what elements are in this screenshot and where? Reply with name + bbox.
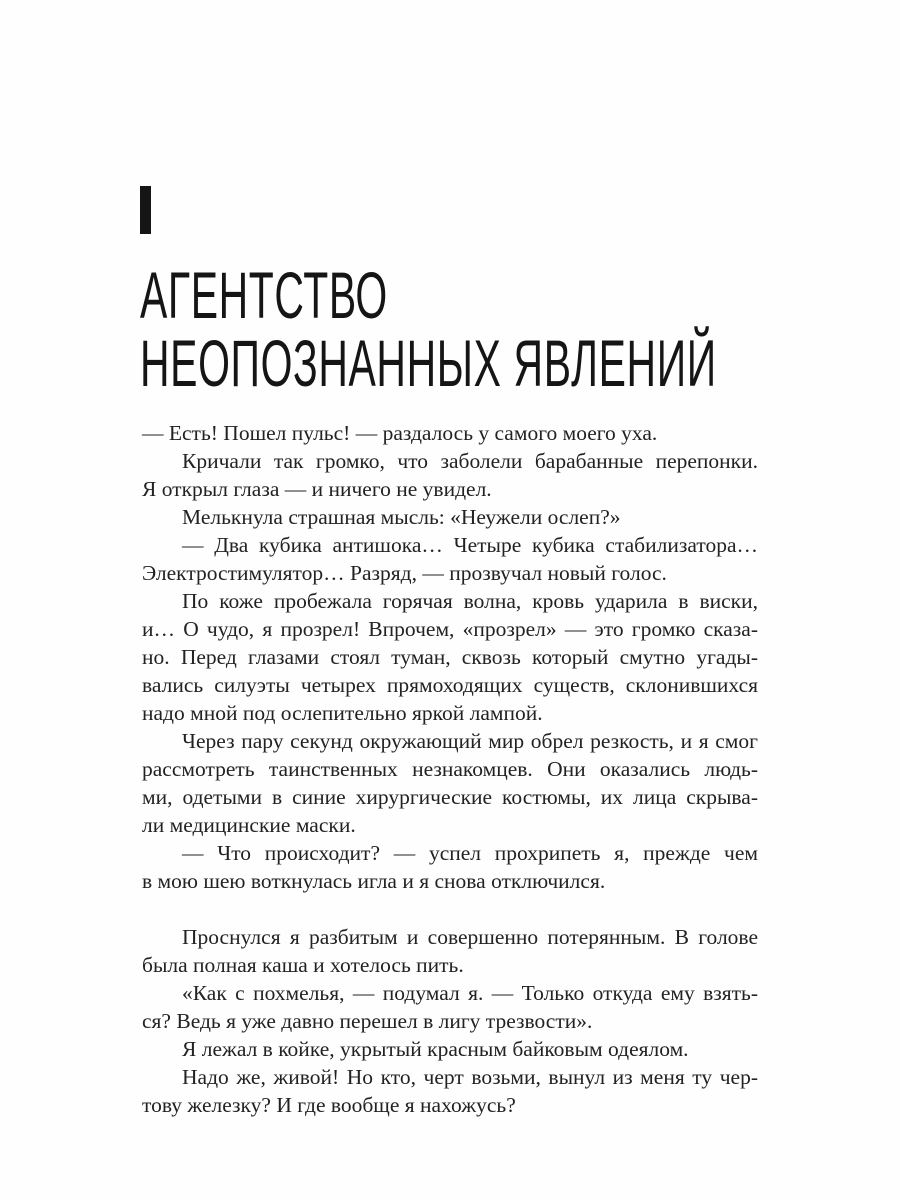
text-line: Электростимулятор… Разряд, — прозвучал новый голос. [142,561,667,585]
text-line: Я лежал в койке, укрытый красным байковым одеялом. [182,1037,689,1061]
text-line: ся? Ведь я уже давно перешел в лигу трезвости». [142,1009,593,1033]
text-line: тову железку? И где вообще я нахожусь? [142,1093,516,1117]
chapter-title-line-2: НЕОПОЗНАННЫХ ЯВЛЕНИЙ [140,326,717,400]
text-line: Через пару секунд окружающий мир обрел резкость, и я смог [182,729,758,753]
text-line: Надо же, живой! Но кто, черт возьми, вынул из меня ту чер- [182,1065,758,1089]
text-line: По коже пробежала горячая волна, кровь ударила в виски, [182,589,758,613]
text-line: Я открыл глаза — и ничего не увидел. [142,477,492,501]
text-line: в мою шею воткнулась игла и я снова отключился. [142,869,606,893]
text-line: Мелькнула страшная мысль: «Неужели ослеп?» [182,505,621,529]
text-line: вались силуэты четырех прямоходящих существ, склонившихся [142,673,758,697]
text-line: «Как с похмелья, — подумал я. — Только откуда ему взять- [182,981,758,1005]
text-line: — Что происходит? — успел прохрипеть я, прежде чем [182,841,758,865]
text-line: ли медицинские маски. [142,813,356,837]
text-line: надо мной под ослепительно яркой лампой. [142,701,543,725]
text-line: ми, одетыми в синие хирургические костюмы, их лица скрыва- [142,785,758,809]
text-line: — Есть! Пошел пульс! — раздалось у самого моего уха. [142,421,658,445]
text-line: была полная каша и хотелось пить. [142,953,464,977]
chapter-number [140,186,151,234]
text-line: и… О чудо, я прозрел! Впрочем, «прозрел» — это громко сказа- [142,617,758,641]
text-line: Проснулся я разбитым и совершенно потерянным. В голове [182,925,758,949]
text-line: Кричали так громко, что заболели барабанные перепонки. [182,449,758,473]
text-line: — Два кубика антишока… Четыре кубика стабилизатора… [182,533,758,557]
text-line: но. Перед глазами стоял туман, сквозь который смутно угады- [142,645,758,669]
text-line: рассмотреть таинственных незнакомцев. Они оказались людь- [142,757,758,781]
chapter-title-line-1: АГЕНТСТВО [140,258,388,332]
